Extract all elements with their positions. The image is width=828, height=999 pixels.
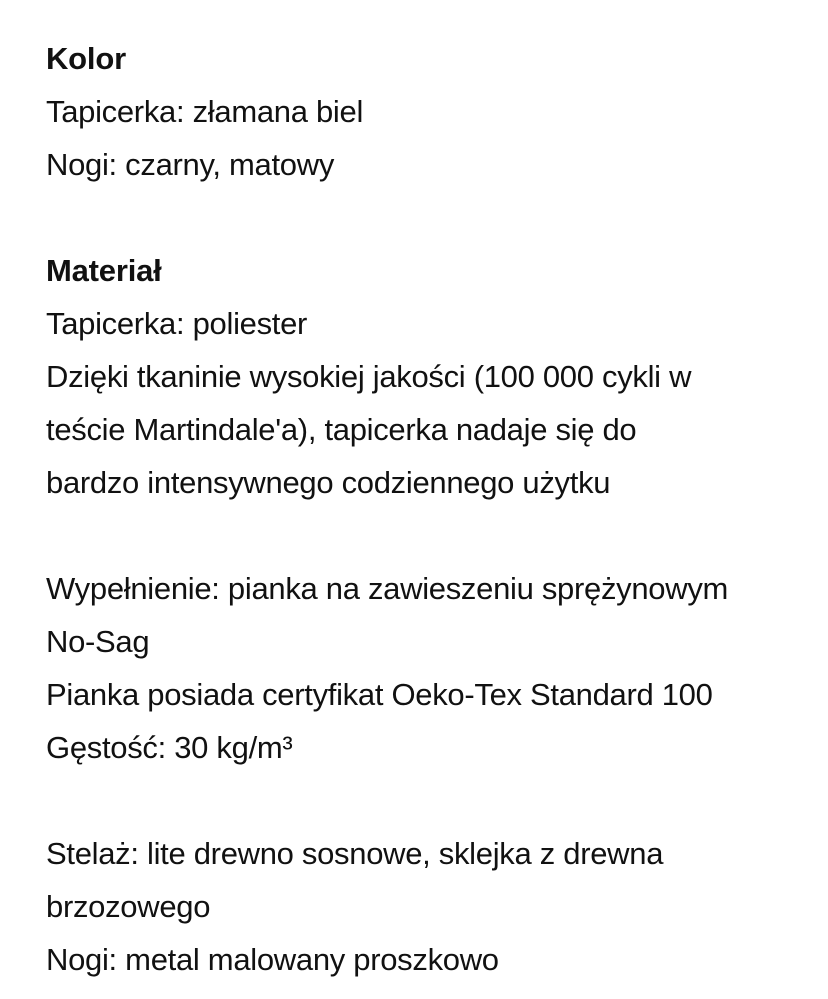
- material-description-line: teście Martindale'a), tapicerka nadaje się do: [46, 412, 637, 447]
- filling-line: No-Sag: [46, 624, 150, 659]
- material-section: [46, 244, 816, 509]
- color-legs-line: Nogi: czarny, matowy: [46, 147, 335, 182]
- material-description-line: bardzo intensywnego codziennego użytku: [46, 465, 611, 500]
- filling-section: [46, 562, 816, 774]
- material-description-line: Dzięki tkaninie wysokiej jakości (100 000 cykli w: [46, 359, 692, 394]
- material-upholstery-line: Tapicerka: poliester: [46, 306, 308, 341]
- section-divider: [46, 509, 816, 562]
- color-section: [46, 32, 816, 191]
- filling-density-line: Gęstość: 30 kg/m³: [46, 730, 293, 765]
- frame-section: [46, 827, 816, 986]
- product-details: [46, 32, 816, 986]
- section-divider: [46, 774, 816, 827]
- frame-line: Stelaż: lite drewno sosnowe, sklejka z drewna: [46, 836, 664, 871]
- frame-line: brzozowego: [46, 889, 211, 924]
- material-heading: Materiał: [46, 253, 162, 288]
- filling-line: Wypełnienie: pianka na zawieszeniu sprężynowym: [46, 571, 729, 606]
- frame-legs-line: Nogi: metal malowany proszkowo: [46, 942, 499, 977]
- section-divider: [46, 191, 816, 244]
- color-upholstery-line: Tapicerka: złamana biel: [46, 94, 364, 129]
- color-heading: Kolor: [46, 41, 126, 76]
- filling-certificate-line: Pianka posiada certyfikat Oeko-Tex Standard 100: [46, 677, 713, 712]
